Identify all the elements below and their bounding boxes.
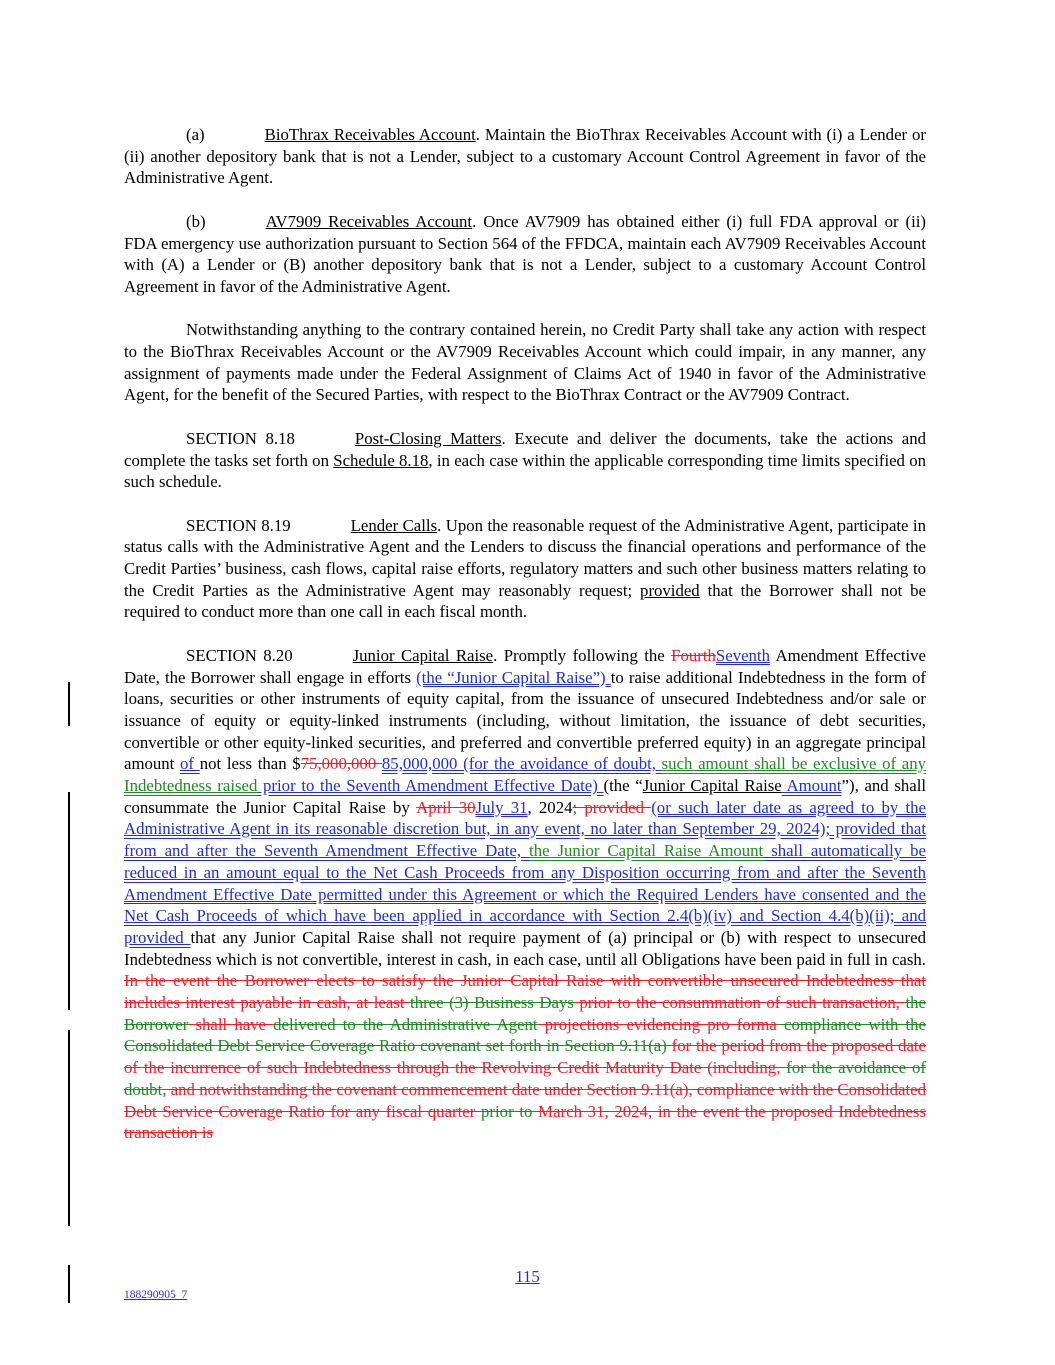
section-heading: Post-Closing Matters xyxy=(354,428,502,448)
paragraph-b xyxy=(124,211,926,298)
inserted-text: 85,000,000 xyxy=(381,754,458,774)
section-8-20 xyxy=(124,645,926,1144)
section-heading: Lender Calls xyxy=(350,515,438,535)
clause-heading: BioThrax Receivables Account xyxy=(264,125,476,144)
change-bar xyxy=(68,682,70,726)
inserted-text: Amount xyxy=(781,776,842,796)
section-8-18 xyxy=(124,428,926,493)
deleted-text: pro forma xyxy=(707,1014,777,1034)
moved-deleted-text: for the avoidance of doubt xyxy=(124,1058,926,1099)
moved-deleted-text: three (3) Business Days xyxy=(410,993,574,1013)
inserted-text: (for the avoidance of doubt, xyxy=(457,754,662,774)
clause-number: (a) xyxy=(186,125,205,144)
moved-deleted-text: Section 9.11(a) xyxy=(564,1036,667,1056)
moved-deleted-text: the Borrower xyxy=(124,993,927,1034)
clause-text: . Once AV7909 has obtained either (i) full FDA approval or (ii) FDA emergency use authorization pursuant to Section 564 of the FFDCA, maintain each AV7909 Receivables Account with (A) a Lender or (B) another depository bank that is not a Lender, subject to a customary Account Control Agreement in favor of the Administrative Agent. xyxy=(124,211,926,296)
clause-heading: AV7909 Receivables Account xyxy=(265,211,473,231)
deleted-text: In the event the Borrower elects to satisfy the Junior Capital Raise with convertible unsecured Indebtedness that includes interest payable in cash, at least xyxy=(124,971,926,1013)
moved-deleted-text: prior to xyxy=(481,1101,533,1121)
clause-text: . Maintain the BioThrax Receivables Account with (i) a Lender or (ii) another depository bank that is not a Lender, subject to a customary Account Control Agreement in favor of the Administrative Agent. xyxy=(124,125,926,188)
section-label: SECTION 8.20 xyxy=(186,645,293,665)
document-body xyxy=(124,124,926,1144)
moved-text: the Junior Capital Raise Amount xyxy=(529,841,764,861)
deleted-text: April 30 xyxy=(416,797,476,817)
defined-term: Junior Capital Raise xyxy=(642,776,782,796)
deleted-text: Fourth xyxy=(671,645,716,665)
section-text: (the “ xyxy=(603,776,643,796)
section-text: . Upon the reasonable request of the Administrative Agent, participate in status calls with the Administrative Agent and the Lenders to discuss the financial operations and performance of the Credit Parties’ business, cash flows, capital raise efforts, regulatory matters and such other business matters relating to the Credit Parties as the Administrative Agent may reasonably request; xyxy=(124,515,926,600)
clause-number: (b) xyxy=(186,211,206,231)
deleted-text: March 31, 2024, in the event the proposed Indebtedness transaction is xyxy=(124,1101,926,1143)
section-text: that the Borrower shall not be required to conduct more than one call in each fiscal month. xyxy=(124,580,926,622)
page-number: 115 xyxy=(515,1267,540,1286)
paragraph-notwithstanding xyxy=(124,319,926,406)
section-8-19 xyxy=(124,515,926,624)
deleted-text: ; provided xyxy=(572,797,652,817)
deleted-text: projections evidencing xyxy=(537,1014,708,1034)
change-bar xyxy=(68,792,70,1010)
inserted-text: shall automatically be reduced in an amount equal to the Net Cash Proceeds from any Disposition occurring from and after the Seventh Amendment Effective Date permitted under this Agreement or which the Required Lenders have consented and the Net Cash Proceeds of which have been applied in accordance with Section 2.4(b)(iv) and Section 4.4(b)(ii); and provided xyxy=(124,841,926,947)
deleted-text: shall have xyxy=(188,1014,274,1034)
paragraph-a xyxy=(124,124,926,189)
inserted-text: July 31 xyxy=(475,797,528,817)
schedule-reference: Schedule 8.18 xyxy=(333,450,429,470)
section-text: , 2024 xyxy=(527,797,573,817)
inserted-text: (or such later date as agreed to by the Administrative Agent in its reasonable discretion but, in any event, no later than September 29, 2024); provided that from and after the Seventh Amendment Effective Date, xyxy=(124,797,926,861)
deleted-text: Section 9.11(a) xyxy=(586,1079,689,1099)
section-text: . Execute and deliver the documents, take the actions and complete the tasks set forth on xyxy=(124,428,926,470)
change-bar xyxy=(68,1030,70,1226)
document-id: 188290905_7 xyxy=(124,1289,188,1301)
section-label: SECTION 8.19 xyxy=(186,515,291,535)
inserted-text: of xyxy=(180,754,200,774)
deleted-text: 75,000,000 xyxy=(300,754,382,774)
provided-term: provided xyxy=(640,580,700,600)
deleted-text: , compliance with the Consolidated Debt Service Coverage Ratio for any fiscal quarter xyxy=(124,1079,926,1121)
deleted-text: , and notwithstanding the covenant commencement date under xyxy=(162,1079,587,1099)
deleted-text: for the period from the proposed date of the incurrence of such Indebtedness through the Revolving Credit Maturity Date (including, xyxy=(124,1036,927,1078)
moved-deleted-text: delivered to the Administrative Agent xyxy=(273,1014,538,1034)
section-text: . Promptly following the xyxy=(493,645,672,665)
section-text: to raise additional Indebtedness in the form of loans, securities or other instruments of equity capital, from the issuance of unsecured Indebtedness and/or sale or issuance of equity or equity-linked instruments (including, without limitation, the issuance of debt securities, convertible or other equity-linked securities, and preferred and convertible preferred equity) in an aggregate principal amount xyxy=(124,667,926,774)
moved-deleted-text: compliance with the Consolidated Debt Service Coverage Ratio covenant set forth in xyxy=(124,1014,926,1056)
paragraph-text: Notwithstanding anything to the contrary contained herein, no Credit Party shall take any action with respect to the BioThrax Receivables Account or the AV7909 Receivables Account which could impair, in any manner, any assignment of payments made under the Federal Assignment of Claims Act of 1940 in favor of the Administrative Agent, for the benefit of the Secured Parties, with respect to the BioThrax Contract or the AV7909 Contract. xyxy=(124,320,926,405)
inserted-text: prior to the Seventh Amendment Effective Date) xyxy=(257,776,604,796)
deleted-text: prior to the consummation of such transaction, xyxy=(573,993,906,1013)
moved-text: such amount shall be exclusive of any Indebtedness raised xyxy=(124,754,927,796)
section-text: , in each case within the applicable corresponding time limits specified on such schedule. xyxy=(124,450,926,492)
section-text: ”), and shall consummate the Junior Capital Raise by xyxy=(124,776,927,817)
section-text: not less than $ xyxy=(199,754,301,774)
section-heading: Junior Capital Raise xyxy=(352,645,494,665)
inserted-text: (the “Junior Capital Raise”) xyxy=(416,667,611,687)
inserted-text: Seventh xyxy=(715,645,770,665)
section-label: SECTION 8.18 xyxy=(186,428,295,448)
section-text: Amendment Effective Date, the Borrower shall engage in efforts xyxy=(124,645,926,687)
section-text: that any Junior Capital Raise shall not require payment of (a) principal or (b) with respect to unsecured Indebtedness which is not convertible, interest in cash, in each case, until all Obligations have been paid in full in cash. xyxy=(124,927,926,969)
